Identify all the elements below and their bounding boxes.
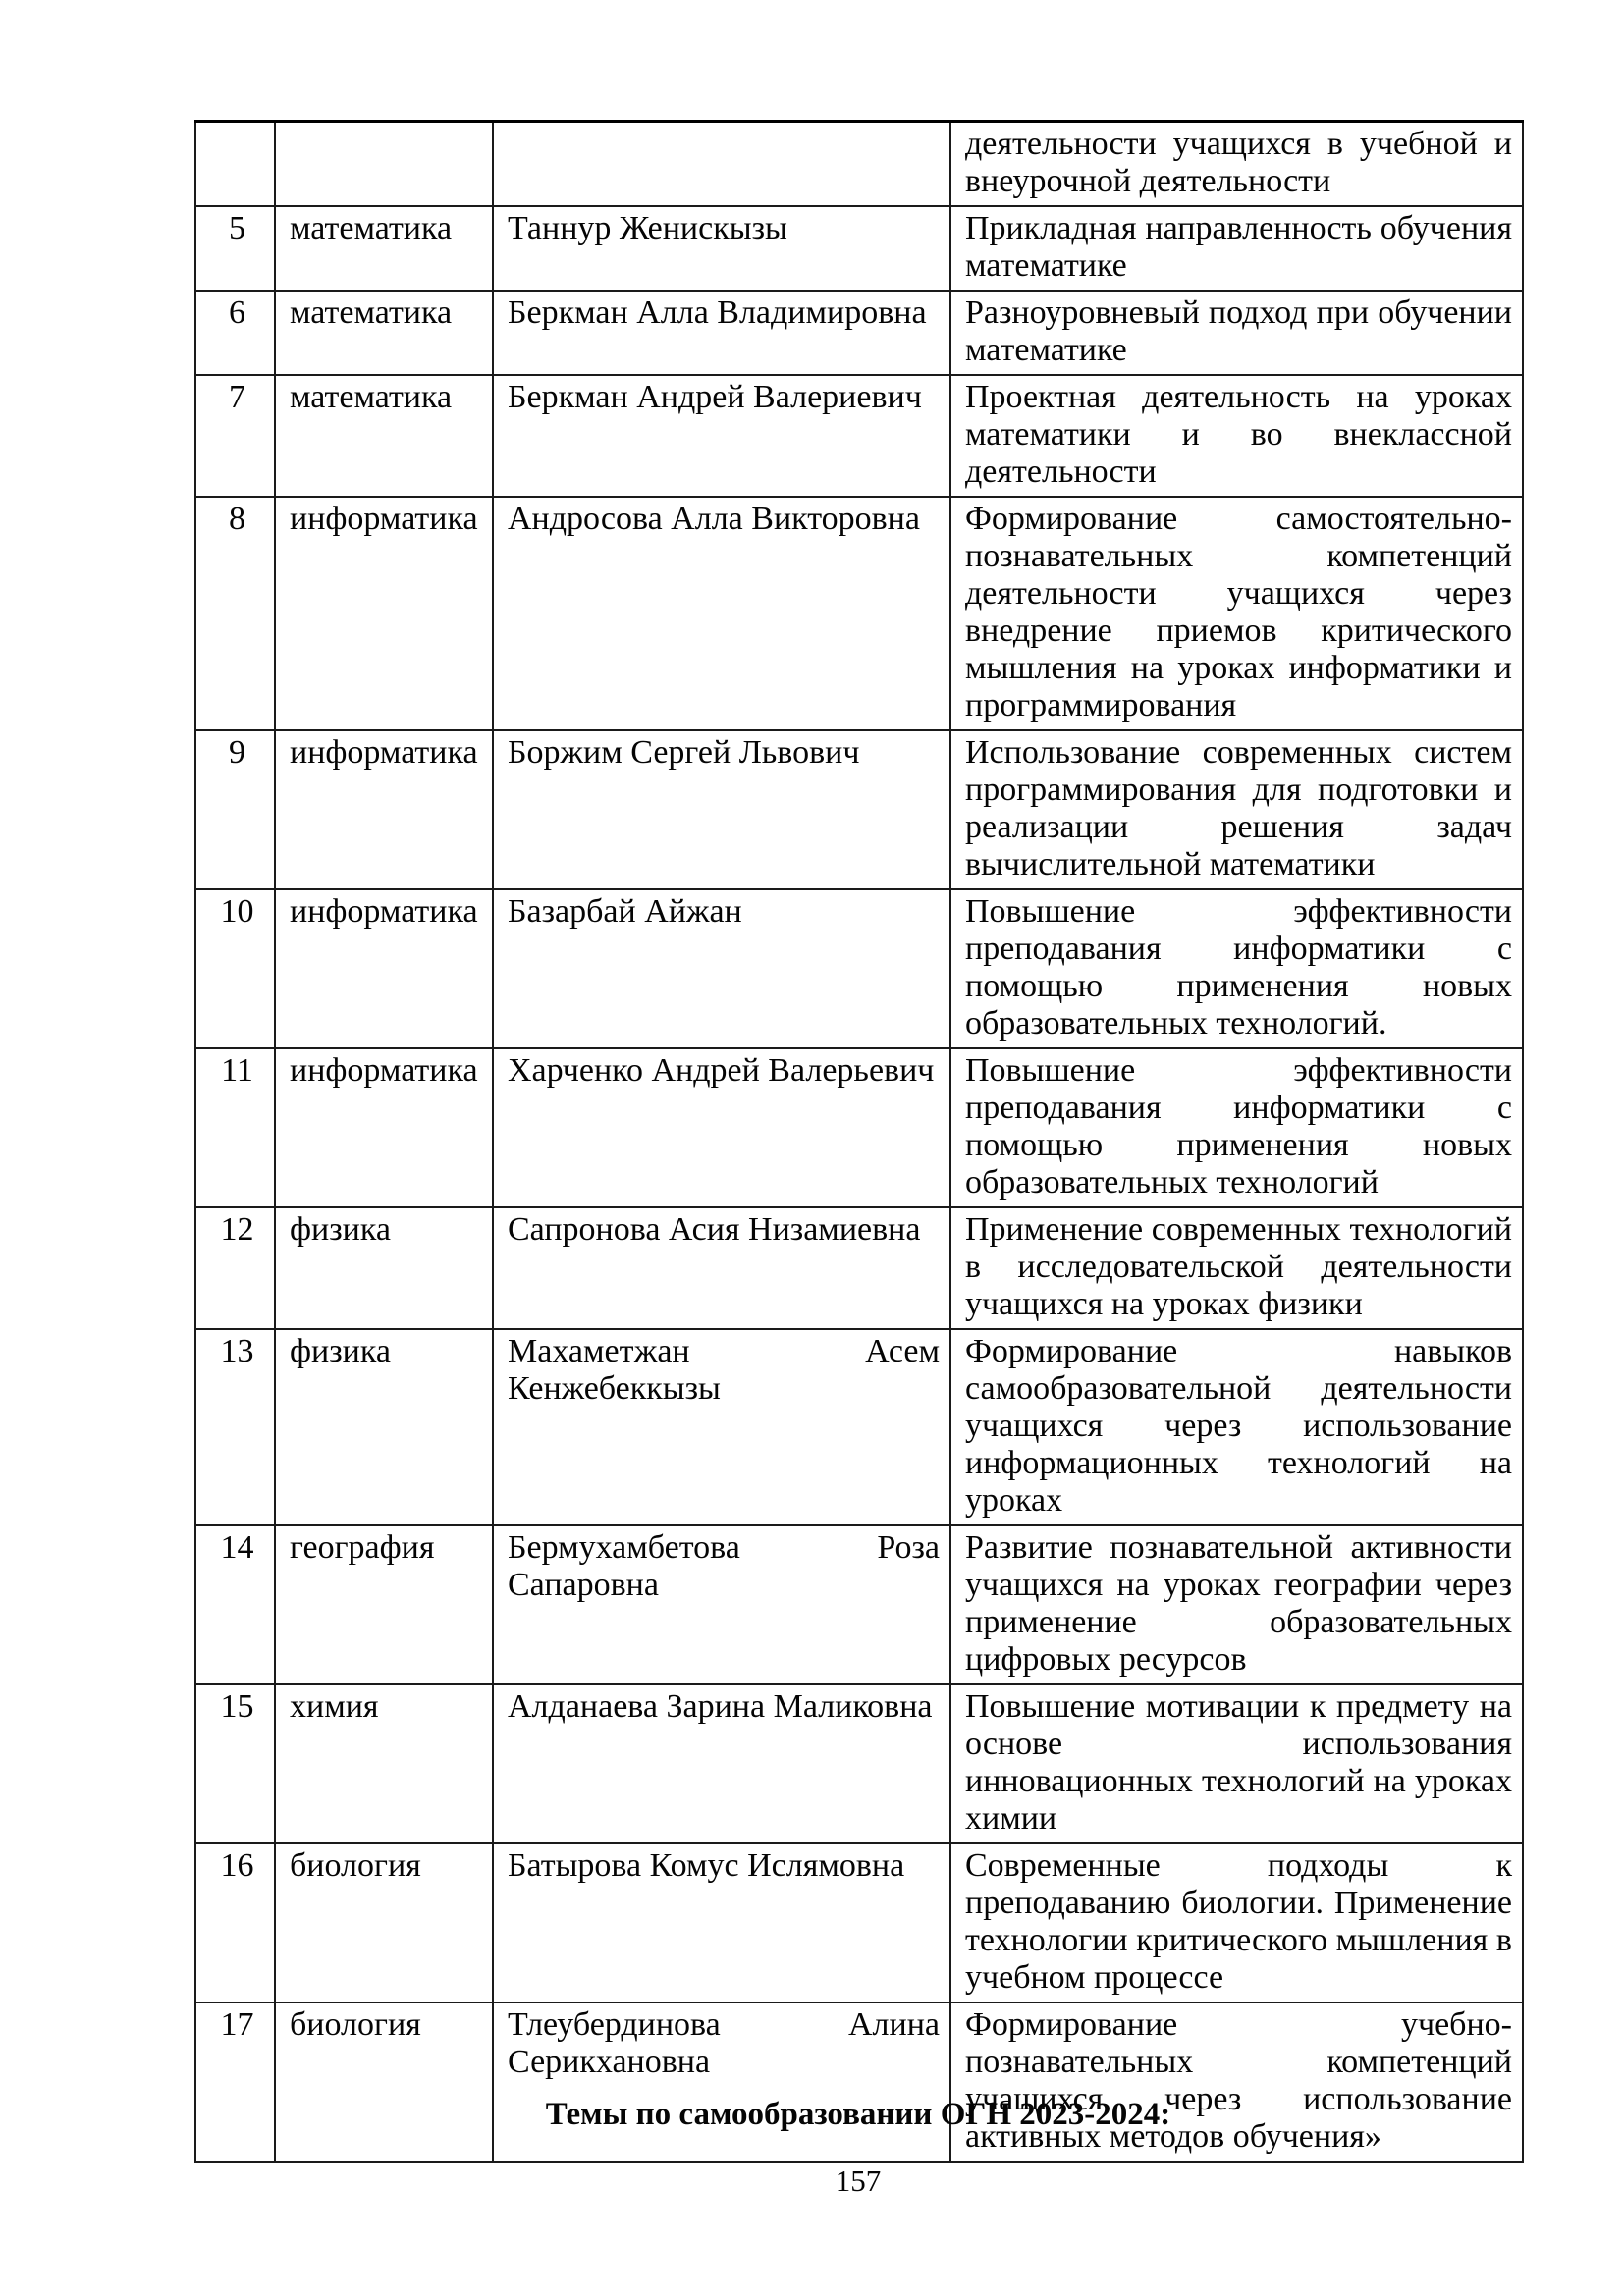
table-row [195, 1329, 1523, 1525]
section-heading: Темы по самообразовании ОГН 2023-2024: [545, 2097, 1171, 2132]
cell-subject: информатика [275, 1048, 493, 1207]
cell-topic: Современные подходы к преподаванию биологии. Применение технологии критического мышления в учебном процессе [950, 1843, 1523, 2002]
cell-name: Махаметжан Асем Кенжебеккызы [493, 1329, 950, 1525]
cell-name: Таннур Женискызы [493, 206, 950, 291]
cell-num: 8 [195, 497, 275, 730]
table-row [195, 2002, 1523, 2162]
cell-subject: математика [275, 375, 493, 497]
table-row [195, 497, 1523, 730]
page-number: 157 [835, 2163, 882, 2198]
table-row [195, 1684, 1523, 1843]
cell-num: 5 [195, 206, 275, 291]
cell-subject: математика [275, 291, 493, 375]
cell-subject: география [275, 1525, 493, 1684]
cell-subject: химия [275, 1684, 493, 1843]
cell-name: Тлеубердинова Алина Серикхановна [493, 2002, 950, 2162]
cell-num: 13 [195, 1329, 275, 1525]
self-education-table [194, 120, 1524, 2163]
cell-subject: биология [275, 2002, 493, 2162]
cell-name: Батырова Комус Ислямовна [493, 1843, 950, 2002]
cell-num: 10 [195, 889, 275, 1048]
cell-num: 17 [195, 2002, 275, 2162]
cell-topic: Применение современных технологий в исследовательской деятельности учащихся на уроках физики [950, 1207, 1523, 1329]
cell-subject [275, 122, 493, 207]
cell-num [195, 122, 275, 207]
table-row [195, 291, 1523, 375]
cell-topic: Проектная деятельность на уроках математики и во внеклассной деятельности [950, 375, 1523, 497]
cell-topic: Формирование учебно-познавательных компетенций учащихся через использование активных методов обучения» [950, 2002, 1523, 2162]
cell-name: Андросова Алла Викторовна [493, 497, 950, 730]
table-row [195, 889, 1523, 1048]
cell-name: Бермухамбетова Роза Сапаровна [493, 1525, 950, 1684]
cell-topic: Формирование самостоятельно-познавательных компетенций деятельности учащихся через внедрение приемов критического мышления на уроках информатики и программирования [950, 497, 1523, 730]
cell-topic: Повышение мотивации к предмету на основе использования инновационных технологий на уроках химии [950, 1684, 1523, 1843]
cell-topic: Повышение эффективности преподавания информатики с помощью применения новых образовательных технологий. [950, 889, 1523, 1048]
cell-topic: Формирование навыков самообразовательной деятельности учащихся через использование информационных технологий на уроках [950, 1329, 1523, 1525]
cell-topic: Разноуровневый подход при обучении математике [950, 291, 1523, 375]
cell-topic: Использование современных систем программирования для подготовки и реализации решения задач вычислительной математики [950, 730, 1523, 889]
cell-subject: информатика [275, 730, 493, 889]
cell-num: 12 [195, 1207, 275, 1329]
cell-topic: Развитие познавательной активности учащихся на уроках географии через применение образовательных цифровых ресурсов [950, 1525, 1523, 1684]
cell-name: Сапронова Асия Низамиевна [493, 1207, 950, 1329]
cell-subject: математика [275, 206, 493, 291]
cell-num: 15 [195, 1684, 275, 1843]
table-body [195, 122, 1523, 2163]
table-row [195, 206, 1523, 291]
cell-subject: информатика [275, 497, 493, 730]
table-row [195, 1525, 1523, 1684]
cell-subject: физика [275, 1329, 493, 1525]
table-row [195, 1843, 1523, 2002]
cell-subject: информатика [275, 889, 493, 1048]
cell-subject: физика [275, 1207, 493, 1329]
cell-name: Базарбай Айжан [493, 889, 950, 1048]
cell-name: Боржим Сергей Львович [493, 730, 950, 889]
cell-num: 9 [195, 730, 275, 889]
table-row [195, 122, 1523, 207]
cell-name: Беркман Алла Владимировна [493, 291, 950, 375]
cell-num: 6 [195, 291, 275, 375]
cell-name: Беркман Андрей Валериевич [493, 375, 950, 497]
table-row [195, 1048, 1523, 1207]
cell-name: Алданаева Зарина Маликовна [493, 1684, 950, 1843]
table-row [195, 1207, 1523, 1329]
table-row [195, 375, 1523, 497]
cell-num: 14 [195, 1525, 275, 1684]
cell-topic: Повышение эффективности преподавания информатики с помощью применения новых образовательных технологий [950, 1048, 1523, 1207]
cell-num: 16 [195, 1843, 275, 2002]
cell-subject: биология [275, 1843, 493, 2002]
cell-topic: Прикладная направленность обучения математике [950, 206, 1523, 291]
cell-name [493, 122, 950, 207]
cell-num: 7 [195, 375, 275, 497]
table-row [195, 730, 1523, 889]
cell-topic: деятельности учащихся в учебной и внеурочной деятельности [950, 122, 1523, 207]
cell-num: 11 [195, 1048, 275, 1207]
cell-name: Харченко Андрей Валерьевич [493, 1048, 950, 1207]
